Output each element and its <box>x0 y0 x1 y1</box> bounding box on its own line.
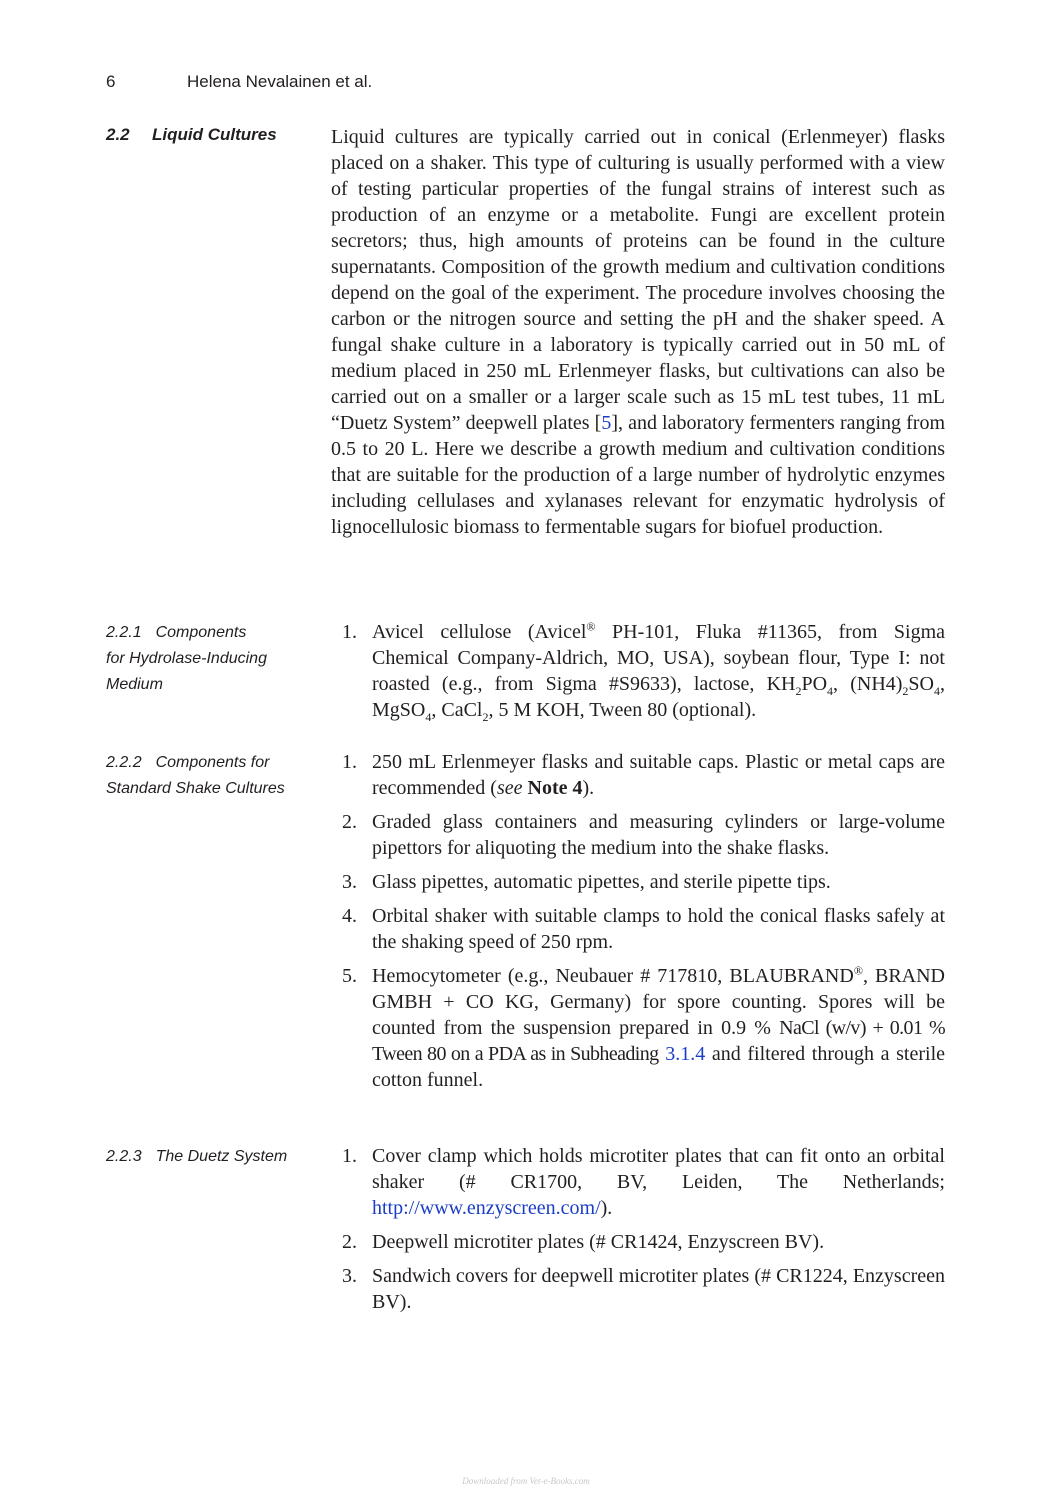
section-heading-2-2 <box>106 125 277 145</box>
item-text: , (NH4) <box>833 673 903 695</box>
item-text: Glass pipettes, automatic pipettes, and sterile pipette tips. <box>372 871 831 893</box>
see-label: see <box>496 777 523 799</box>
item-text: and filtered through a sterile cotton funnel. <box>372 1043 946 1091</box>
item-text: 250 mL Erlenmeyer flasks and suitable caps. Plastic or metal caps are recommended ( <box>372 751 945 799</box>
section-number: 2.2 <box>106 125 130 144</box>
item-text: PH-101, Fluka #11365, from Sigma Chemical Company-Aldrich, MO, USA), soybean flour, Type I: not roasted (e.g., from Sigma #S9633), lactose, KH <box>372 621 946 695</box>
item-text: Deepwell microtiter plates (# CR1424, Enzyscreen BV). <box>372 1231 825 1253</box>
list-item <box>331 1263 945 1315</box>
subscript: 4 <box>827 684 834 698</box>
item-text: PO <box>801 673 828 695</box>
item-text: Orbital shaker with suitable clamps to hold the conical flasks safely at the shaking speed of 250 rpm. <box>372 905 945 953</box>
list-item <box>331 963 945 1093</box>
item-text: , 5 M KOH, Tween 80 (optional). <box>488 699 757 721</box>
subsection-heading-2-2-1 <box>106 620 306 698</box>
subsection-heading-2-2-2 <box>106 750 306 802</box>
item-text: Hemocytometer (e.g., Neubauer # 717810, BLAUBRAND <box>372 965 854 987</box>
running-head-authors: Helena Nevalainen et al. <box>187 72 373 91</box>
list-number: 3. <box>342 1265 357 1287</box>
item-text: Graded glass containers and measuring cylinders or large-volume pipettors for aliquoting the medium into the shake flasks. <box>372 811 945 859</box>
subsection-title: Medium <box>106 676 163 693</box>
subsection-title: Components for <box>155 754 270 771</box>
url-link[interactable]: http://www.enzyscreen.com/ <box>372 1197 601 1219</box>
list-number: 4. <box>342 905 357 927</box>
subscript: 2 <box>482 710 489 724</box>
subsection-title: Components <box>155 624 247 641</box>
subheading-link[interactable]: 3.1.4 <box>665 1043 706 1065</box>
registered-mark: ® <box>586 619 596 634</box>
list-item <box>331 749 945 801</box>
reference-link[interactable]: 5 <box>601 412 612 434</box>
subsection-title: Standard Shake Cultures <box>106 780 285 797</box>
section-title: Liquid Cultures <box>152 125 277 144</box>
page-number: 6 <box>106 72 116 91</box>
subsection-title: for Hydrolase-Inducing <box>106 650 267 667</box>
subscript: 4 <box>425 710 432 724</box>
subsection-number: 2.2.3 <box>106 1148 142 1165</box>
item-text: SO <box>908 673 934 695</box>
item-text: , CaCl <box>431 699 483 721</box>
list-number: 2. <box>342 811 357 833</box>
list-number: 2. <box>342 1231 357 1253</box>
item-text: ). <box>582 777 595 799</box>
list-item <box>331 1229 945 1255</box>
subscript: 4 <box>934 684 940 698</box>
item-text: , BRAND GMBH + CO KG, Germany) for spore counting. Spores will be counted from the suspension prepared in 0.9 % <box>372 965 945 1039</box>
list-2-2-3 <box>331 1143 945 1323</box>
list-number: 1. <box>342 621 357 643</box>
download-watermark: Downloaded from Vet-e-Books.com <box>462 1476 590 1486</box>
subsection-number: 2.2.2 <box>106 754 142 771</box>
item-text: NaCl (w/v) + 0.01 % Tween 80 on a PDA as in Subheading <box>372 1017 946 1065</box>
subsection-number: 2.2.1 <box>106 624 142 641</box>
list-item <box>331 619 945 723</box>
list-number: 1. <box>342 751 357 773</box>
item-text: Sandwich covers for deepwell microtiter plates (# CR1224, Enzyscreen BV). <box>372 1265 945 1313</box>
list-2-2-2 <box>331 749 945 1101</box>
list-number: 1. <box>342 1145 357 1167</box>
list-item <box>331 903 945 955</box>
subsection-title: The Duetz System <box>155 1148 288 1165</box>
paragraph-text: ], and laboratory fermenters ranging from 0.5 to 20 L. Here we describe a growth medium and cultivation conditions that are suitable for the production of a large number of hydrolytic enzymes including cellulases and xylanases relevant for enzymatic hydrolysis of lignocellulosic biomass to fermentable sugars for biofuel production. <box>331 412 946 538</box>
subsection-heading-2-2-3 <box>106 1144 306 1170</box>
list-item <box>331 809 945 861</box>
registered-mark: ® <box>853 963 863 978</box>
subscript: 2 <box>795 684 802 698</box>
paragraph-text: Liquid cultures are typically carried out in conical (Erlenmeyer) flasks placed on a shaker. This type of culturing is usually performed with a view of testing particular properties of the fungal strains of interest such as production of an enzyme or a metabolite. Fungi are excellent protein secretors; thus, high amounts of proteins can be found in the culture supernatants. Composition of the growth medium and cultivation conditions depend on the goal of the experiment. The procedure involves choosing the carbon or the nitrogen source and setting the pH and the shaker speed. A fungal shake culture in a laboratory is typically carried out in 50 mL of medium placed in 250 mL Erlenmeyer flasks, but cultivations can also be carried out on a smaller or a larger scale such as 15 mL test tubes, 11 mL “Duetz System” deepwell plates [ <box>331 126 945 434</box>
list-item <box>331 1143 945 1221</box>
item-text: Cover clamp which holds microtiter plates that can fit onto an orbital shaker (# CR1700, BV, Leiden, The Netherlands; <box>372 1145 945 1193</box>
list-item <box>331 869 945 895</box>
item-text: , MgSO <box>372 673 945 721</box>
item-text: ). <box>600 1197 613 1219</box>
subscript: 2 <box>902 684 909 698</box>
list-2-2-1 <box>331 619 945 731</box>
list-number: 3. <box>342 871 357 893</box>
section-2-2-paragraph <box>331 124 945 540</box>
note-reference: Note 4 <box>527 777 583 799</box>
list-number: 5. <box>342 965 357 987</box>
item-text: Avicel cellulose (Avicel <box>372 621 587 643</box>
